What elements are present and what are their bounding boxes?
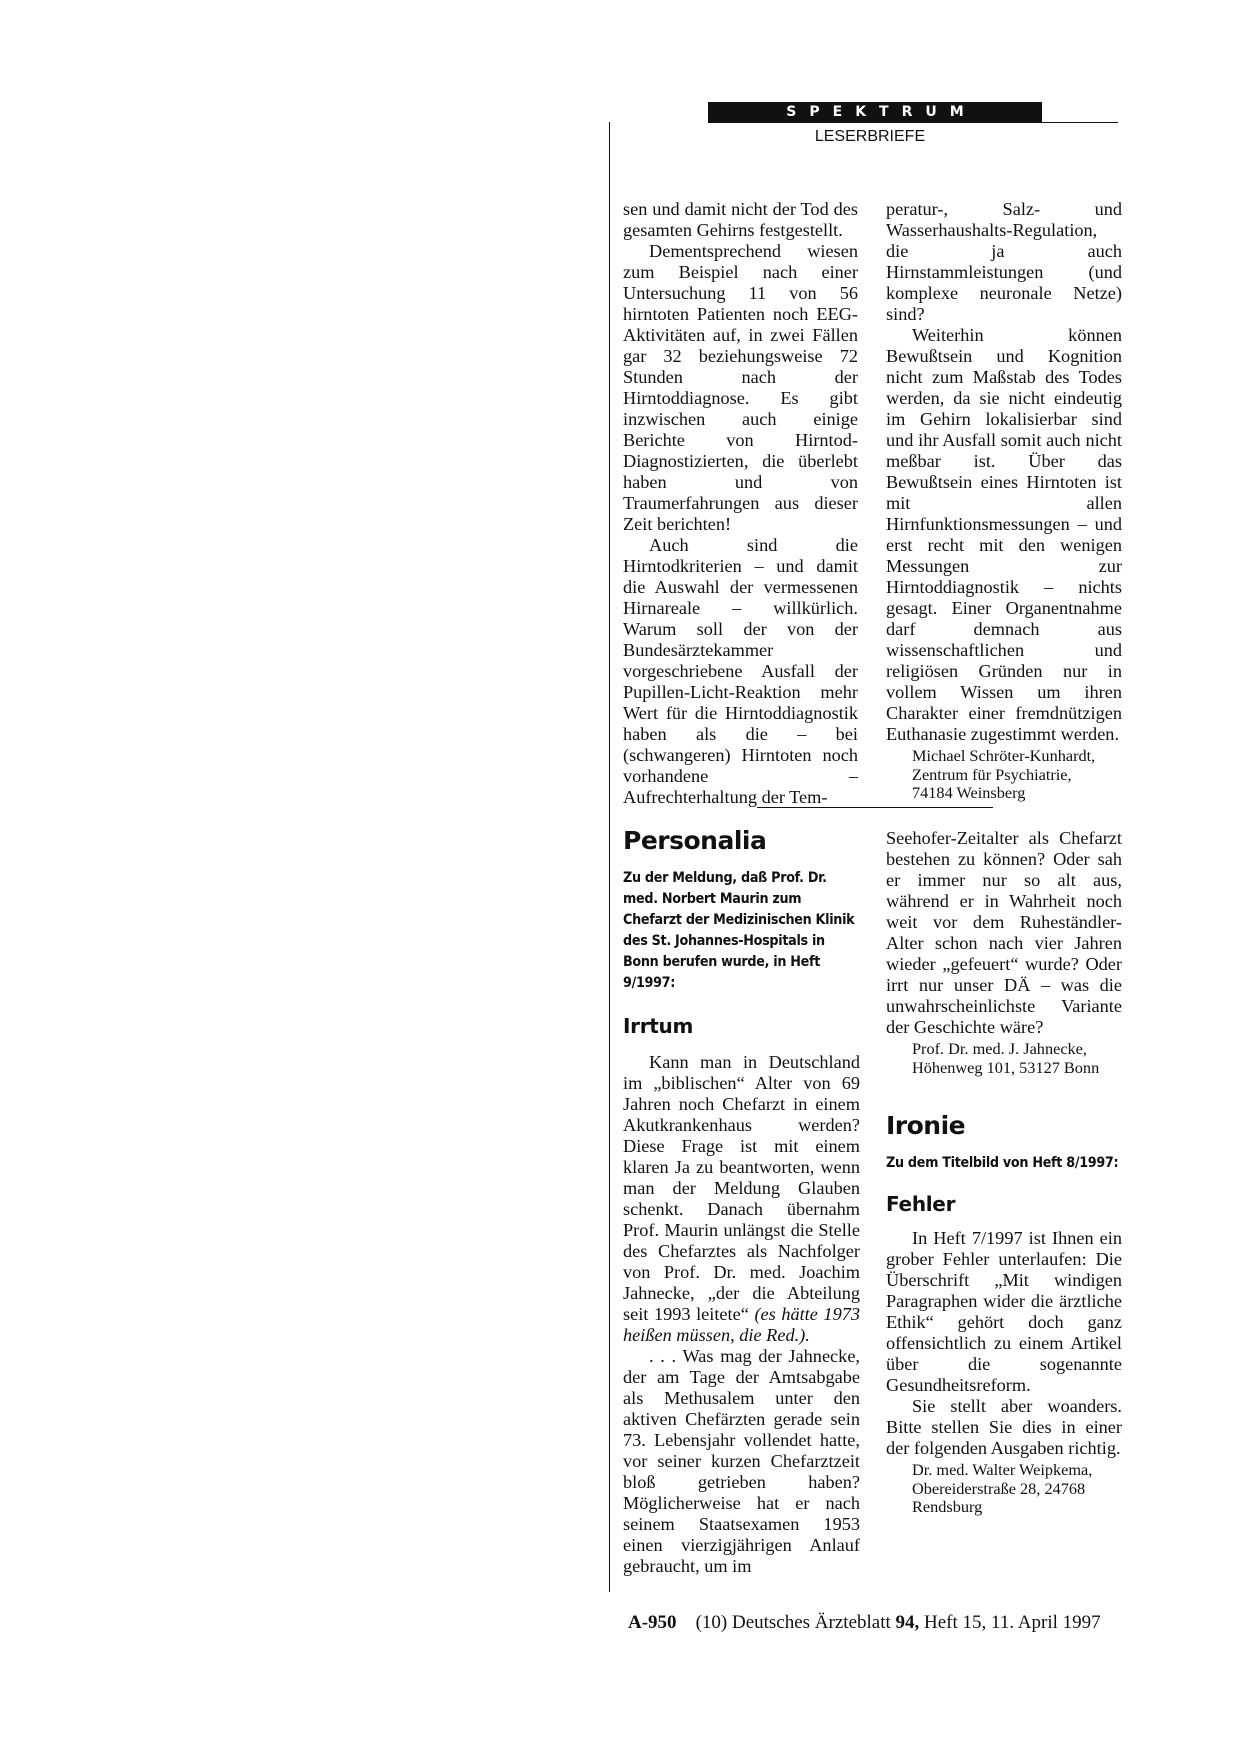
article-separator: [757, 807, 993, 808]
paragraph: Sie stellt aber woanders. Bitte stellen Sie dies in einer der folgenden Ausgaben richtig.: [886, 1396, 1122, 1458]
page-index: (10): [695, 1612, 728, 1633]
paragraph: In Heft 7/1997 ist Ihnen ein grober Fehler unterlaufen: Die Überschrift „Mit windigen Paragraphen wider die ärztliche Ethik“ gehört doch ganz offensichtlich zu einem Artikel über die sogenannte Gesundheitsreform.: [886, 1228, 1122, 1395]
section-band: SPEKTRUM: [708, 102, 1042, 123]
page-number: A-950: [628, 1612, 677, 1633]
signature-line: Obereiderstraße 28, 24768: [912, 1478, 1086, 1498]
paragraph: sen und damit nicht der Tod des gesamten Gehirns festgestellt.: [623, 199, 858, 240]
paragraph-text: Kann man in Deutschland im „biblischen“ Alter von 69 Jahren noch Chefarzt in einem Akutkrankenhaus werden? Diese Frage ist mit einem klaren Ja zu beantworten, wenn man der Meldung Glauben schenkt. Danach übernahm Prof. Maurin unlängst die Stelle des Chefarztes als Nachfolger von Prof. Dr. med. Joachim Jahnecke, „der die Abteilung seit 1993 leitete“: [623, 1052, 860, 1324]
letter-heading-fehler: Fehler: [886, 1192, 956, 1216]
journal-name: Deutsches Ärzteblatt: [731, 1612, 891, 1633]
volume-number: 94,: [895, 1612, 920, 1633]
signature-line: Dr. med. Walter Weipkema,: [912, 1460, 1093, 1479]
letter1-column1: [623, 199, 858, 808]
signature-line: Höhenweg 101, 53127 Bonn: [912, 1057, 1100, 1077]
paragraph: Dementsprechend wiesen zum Beispiel nach einer Untersuchung 11 von 56 hirntoten Patienten noch EEG-Aktivitäten auf, in zwei Fällen gar 32 beziehungsweise 72 Stunden nach der Hirntoddiagnose. Es gibt inzwischen auch einige Berichte von Hirntod-Diagnostizierten, die überlebt haben und von Traumerfahrungen aus dieser Zeit berichten!: [623, 241, 858, 534]
header-rule: [1042, 122, 1118, 123]
paragraph: Weiterhin können Bewußtsein und Kognition nicht zum Maßstab des Todes werden, da sie nicht eindeutig im Gehirn lokalisierbar sind und ihr Ausfall somit auch nicht meßbar ist. Über das Bewußtsein eines Hirntoten ist mit allen Hirnfunktionsmessungen – und erst recht mit den wenigen Messungen zur Hirntoddiagnostik – nichts gesagt. Einer Organentnahme darf demnach aus wissenschaftlichen und religiösen Gründen nur in vollem Wissen um ihren Charakter einer fremdnützigen Euthanasie zugestimmt werden.: [886, 325, 1122, 744]
signature: [886, 747, 1122, 803]
signature: [886, 1040, 1122, 1077]
signature-line: Zentrum für Psychiatrie,: [912, 764, 1072, 784]
reference-note: Zu der Meldung, daß Prof. Dr. med. Norbert Maurin zum Chefarzt der Medizinischen Klinik des St. Johannes-Hospitals in Bonn berufen wurde, in Heft 9/1997:: [623, 870, 855, 991]
section-heading-ironie: Ironie: [886, 1111, 966, 1140]
section-subtitle: LESERBRIEFE: [814, 128, 926, 145]
letter1-column2: [886, 199, 1122, 803]
signature-line: Rendsburg: [912, 1497, 983, 1516]
signature: [886, 1461, 1122, 1517]
right-column-lower: [886, 828, 1122, 1517]
issue-date: Heft 15, 11. April 1997: [924, 1612, 1101, 1633]
signature-line: 74184 Weinsberg: [912, 783, 1026, 802]
signature-line: Prof. Dr. med. J. Jahnecke,: [912, 1039, 1087, 1058]
reference-note: Zu dem Titelbild von Heft 8/1997:: [886, 1155, 1119, 1171]
column-rule: [609, 122, 610, 1592]
signature-line: Michael Schröter-Kunhardt,: [912, 746, 1096, 765]
paragraph: Auch sind die Hirntodkriterien – und damit die Auswahl der vermessenen Hirnareale – willkürlich. Warum soll der von der Bundesärztekammer vorgeschriebene Ausfall der Pupillen-Licht-Reaktion mehr Wert für die Hirntoddiagnostik haben als die – bei (schwangeren) Hirntoten noch vorhandene – Aufrechterhaltung der Tem-: [623, 535, 858, 807]
paragraph: . . . Was mag der Jahnecke, der am Tage der Amtsabgabe als Methusalem unter den aktiven Chefärzten gerade sein 73. Lebensjahr vollendet hatte, vor seiner kurzen Chefarztzeit bloß getrieben haben? Möglicherweise hat er nach seinem Staatsexamen 1953 einen vierzigjährigen Anlauf gebraucht, um im: [623, 1346, 860, 1576]
personalia-column1: [623, 826, 860, 1577]
paragraph: Seehofer-Zeitalter als Chefarzt bestehen zu können? Oder sah er immer nur so alt aus, während er in Wahrheit noch weit vor dem Ruheständler-Alter schon nach vier Jahren wieder „gefeuert“ wurde? Oder irrt nur unser DÄ – was die unwahrscheinlichste Variante der Geschichte wäre?: [886, 828, 1122, 1037]
editor-note: (es hätte 1973 heißen müssen, die Red.).: [623, 1304, 860, 1345]
paragraph: peratur-, Salz- und Wasserhaushalts-Regulation, die ja auch Hirnstammleistungen (und komplexe neuronale Netze) sind?: [886, 199, 1122, 324]
page-footer: [628, 1612, 1142, 1634]
paragraph: [623, 1052, 860, 1346]
section-heading-personalia: Personalia: [623, 826, 767, 855]
letter-heading-irrtum: Irrtum: [623, 1014, 694, 1038]
